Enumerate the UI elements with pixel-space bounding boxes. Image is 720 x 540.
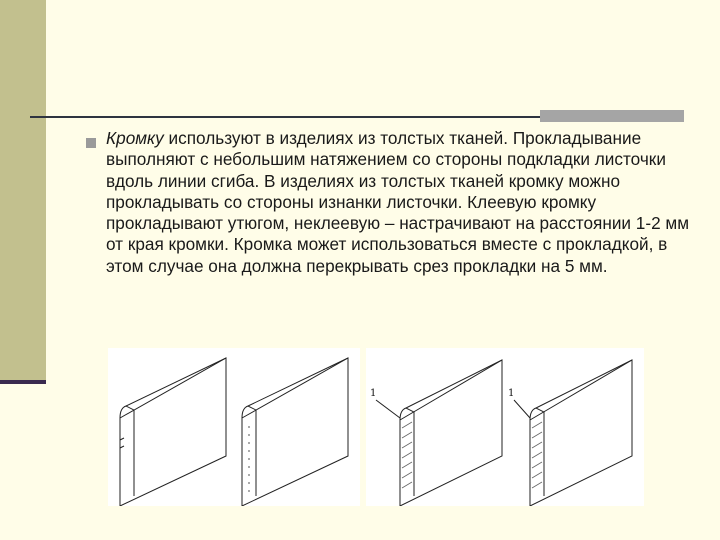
decorative-band-underline (0, 380, 46, 384)
panels-right-drawing (366, 348, 644, 506)
bullet-paragraph (106, 128, 694, 277)
panels-left-drawing (108, 348, 360, 506)
bullet-emphasis: Кромку (106, 128, 164, 148)
divider-accent-block (540, 110, 684, 122)
title-divider-line (30, 116, 540, 118)
figure-label-left: 1 (370, 388, 377, 399)
figure-label-right: 1 (508, 388, 515, 399)
illustration-panels-left (108, 348, 360, 506)
illustration-panels-right (366, 348, 644, 506)
bullet-body-text: используют в изделиях из толстых тканей. Прокладывание выполняют с небольшим натяжением со стороны подкладки листочки вдоль линии сгиба. В изделиях из толстых тканей кромку можно прокладывать со стороны изнанки листочки. Клеевую кромку прокладывают утюгом, неклеевую – настрачивают на расстоянии 1-2 мм от края кромки. Кромка может использоваться вместе с прокладкой, в этом случае она должна перекрывать срез прокладки на 5 мм. (106, 128, 690, 276)
decorative-side-band (0, 0, 46, 380)
bullet-square-icon (86, 138, 96, 148)
